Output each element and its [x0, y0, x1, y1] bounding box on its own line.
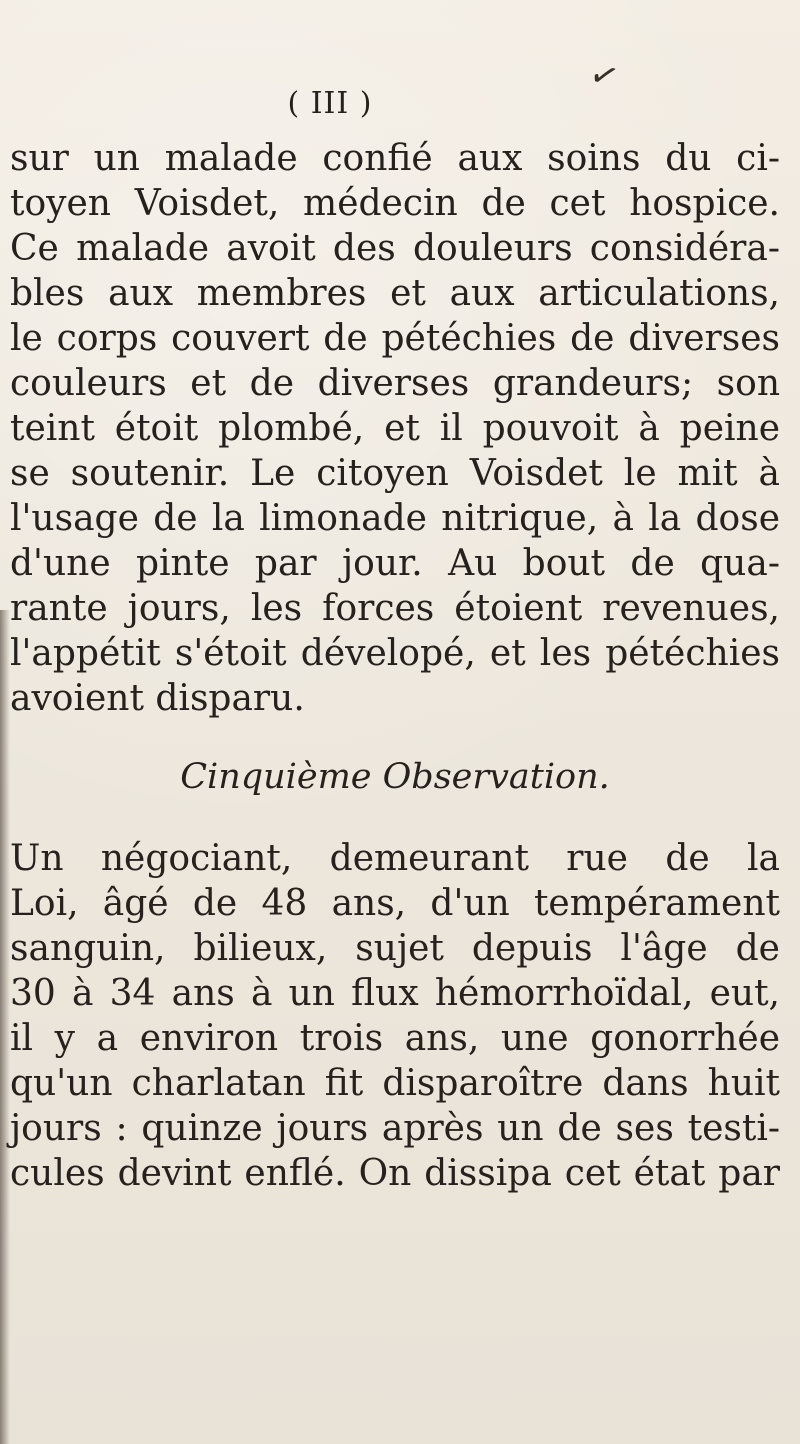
paragraph-line: cules devint enflé. On dissipa cet état par: [10, 1153, 780, 1194]
page-edge-shadow: [0, 610, 10, 1444]
paragraph-line: se soutenir. Le citoyen Voisdet le mit à: [10, 453, 780, 494]
paragraph-line: l'usage de la limonade nitrique, à la dose: [10, 498, 780, 539]
paragraph-line: rante jours, les forces étoient revenues,: [10, 588, 780, 629]
paragraph-line: teint étoit plombé, et il pouvoit à peine: [10, 408, 780, 449]
paragraph-line: jours : quinze jours après un de ses testi-: [10, 1108, 780, 1149]
margin-check-mark: ✓: [584, 52, 624, 100]
main-text: [10, 137, 780, 1237]
section-heading: Cinquième Observation.: [180, 757, 610, 797]
paragraph-line: sur un malade confié aux soins du ci-: [10, 138, 780, 179]
paragraph-line: Un négociant, demeurant rue de la: [10, 838, 780, 879]
paragraph-line: l'appétit s'étoit dévelopé, et les pétéchies: [10, 633, 780, 674]
paragraph-line: toyen Voisdet, médecin de cet hospice.: [10, 183, 780, 224]
paragraph-line: qu'un charlatan fit disparoître dans huit: [10, 1063, 780, 1104]
paragraph-line: Ce malade avoit des douleurs considéra-: [10, 228, 780, 269]
paragraph-line: sanguin, bilieux, sujet depuis l'âge de: [10, 928, 780, 969]
paragraph-line: il y a environ trois ans, une gonorrhée: [10, 1018, 780, 1059]
paragraph-line: couleurs et de diverses grandeurs; son: [10, 363, 780, 404]
paragraph-line: le corps couvert de pétéchies de diverses: [10, 318, 780, 359]
paragraph-line: d'une pinte par jour. Au bout de qua-: [10, 543, 780, 584]
paragraph-line: Loi, âgé de 48 ans, d'un tempérament: [10, 883, 780, 924]
paragraph-line: bles aux membres et aux articulations,: [10, 273, 780, 314]
page-number: ( III ): [287, 86, 373, 121]
paragraph-line: avoient disparu.: [10, 678, 305, 719]
paragraph-line: 30 à 34 ans à un flux hémorrhoïdal, eut,: [10, 973, 780, 1014]
